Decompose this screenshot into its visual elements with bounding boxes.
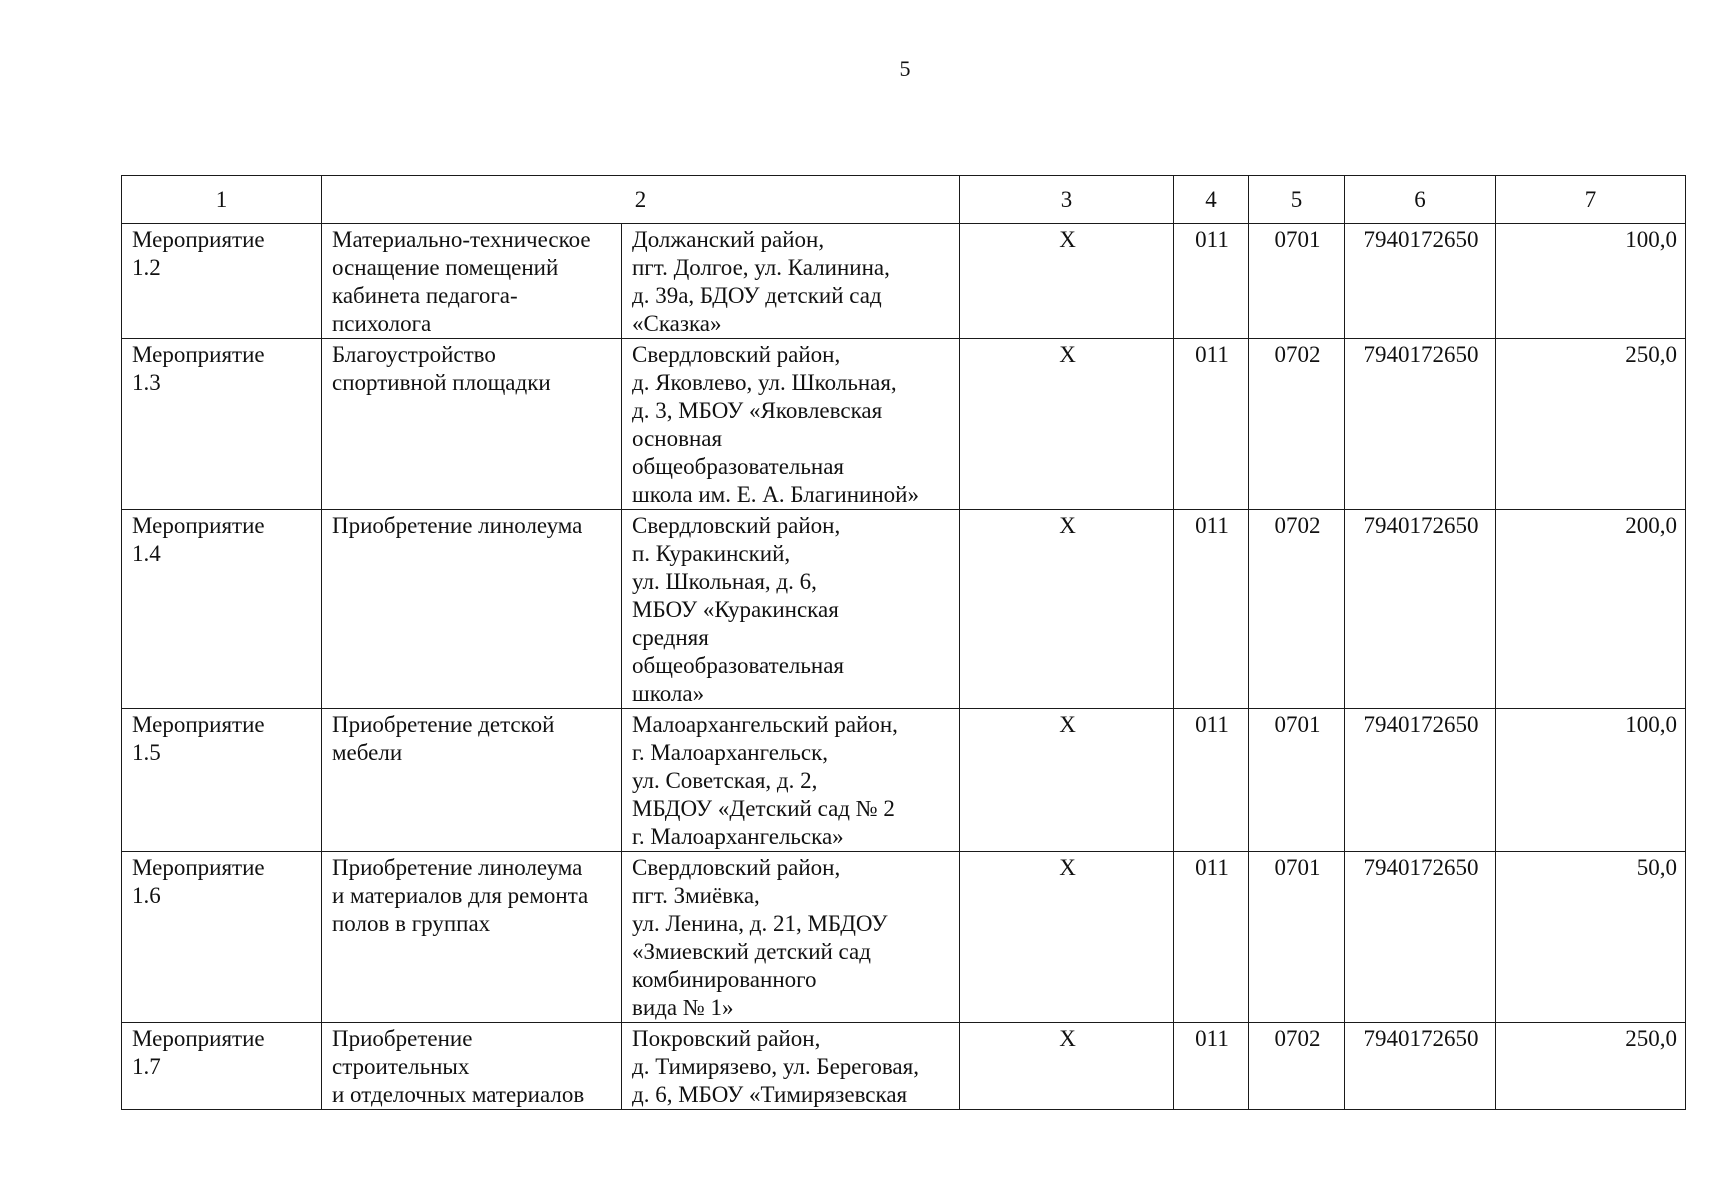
measure-id: [122, 510, 322, 709]
measure-address-line: ул. Советская, д. 2,: [632, 768, 818, 793]
table-row: [122, 1023, 1686, 1110]
column-5-value: 0702: [1249, 1023, 1345, 1110]
measure-address: [622, 1023, 960, 1110]
column-6-value: 7940172650: [1345, 339, 1496, 510]
column-4-value: 011: [1174, 852, 1249, 1023]
measure-id-line: 1.3: [132, 370, 161, 395]
measure-name: [322, 709, 622, 852]
measure-id-line: Мероприятие: [132, 342, 265, 367]
column-6-value: 7940172650: [1345, 510, 1496, 709]
table-row: [122, 510, 1686, 709]
measure-address-line: г. Малоархангельск,: [632, 740, 829, 765]
column-3-value: Х: [960, 1023, 1174, 1110]
measure-address-line: ул. Ленина, д. 21, МБДОУ: [632, 911, 888, 936]
measure-name-line: спортивной площадки: [332, 370, 551, 395]
measure-name-line: и отделочных материалов: [332, 1082, 585, 1107]
measure-address-line: д. Яковлево, ул. Школьная,: [632, 370, 897, 395]
measure-address-line: общеобразовательная: [632, 454, 844, 479]
table-row: [122, 224, 1686, 339]
measure-address: [622, 852, 960, 1023]
column-5-value: 0701: [1249, 709, 1345, 852]
measure-id-line: 1.5: [132, 740, 161, 765]
column-4-value: 011: [1174, 1023, 1249, 1110]
measure-name-line: Приобретение линолеума: [332, 513, 583, 538]
measure-name-line: кабинета педагога-: [332, 283, 518, 308]
measure-address-line: Малоархангельский район,: [632, 712, 898, 737]
header-cell-5: 5: [1249, 176, 1345, 224]
measure-address-line: д. Тимирязево, ул. Береговая,: [632, 1054, 919, 1079]
column-7-value: 50,0: [1496, 852, 1686, 1023]
measure-id-line: Мероприятие: [132, 227, 265, 252]
measure-address-line: д. 39а, БДОУ детский сад: [632, 283, 882, 308]
measure-name: [322, 510, 622, 709]
header-cell-3: 3: [960, 176, 1174, 224]
measure-address: [622, 339, 960, 510]
measure-address-line: ул. Школьная, д. 6,: [632, 569, 817, 594]
measure-address: [622, 224, 960, 339]
measure-address-line: средняя: [632, 625, 709, 650]
measure-id: [122, 224, 322, 339]
measure-name-line: психолога: [332, 311, 432, 336]
measure-name-line: Приобретение детской: [332, 712, 555, 737]
measure-name-line: Приобретение: [332, 1026, 473, 1051]
measure-address-line: общеобразовательная: [632, 653, 844, 678]
measure-id-line: Мероприятие: [132, 513, 265, 538]
measure-id: [122, 852, 322, 1023]
column-7-value: 200,0: [1496, 510, 1686, 709]
column-4-value: 011: [1174, 510, 1249, 709]
measure-name-line: Благоустройство: [332, 342, 496, 367]
column-5-value: 0701: [1249, 852, 1345, 1023]
measure-address-line: школа им. Е. А. Благининой»: [632, 482, 919, 507]
measure-address-line: вида № 1»: [632, 995, 734, 1020]
measure-id-line: 1.7: [132, 1054, 161, 1079]
column-4-value: 011: [1174, 709, 1249, 852]
measure-id-line: 1.6: [132, 883, 161, 908]
measure-name-line: полов в группах: [332, 911, 491, 936]
column-5-value: 0701: [1249, 224, 1345, 339]
column-3-value: Х: [960, 852, 1174, 1023]
measure-name: [322, 852, 622, 1023]
table-row: [122, 709, 1686, 852]
column-6-value: 7940172650: [1345, 1023, 1496, 1110]
measure-name-line: Материально-техническое: [332, 227, 591, 252]
measure-id-line: Мероприятие: [132, 1026, 265, 1051]
column-6-value: 7940172650: [1345, 224, 1496, 339]
table-row: [122, 339, 1686, 510]
measure-name: [322, 1023, 622, 1110]
column-3-value: Х: [960, 510, 1174, 709]
measure-address: [622, 709, 960, 852]
measure-id-line: Мероприятие: [132, 712, 265, 737]
column-5-value: 0702: [1249, 339, 1345, 510]
column-3-value: Х: [960, 339, 1174, 510]
measure-address: [622, 510, 960, 709]
page-number: 5: [899, 56, 911, 81]
column-4-value: 011: [1174, 224, 1249, 339]
measure-address-line: «Сказка»: [632, 311, 722, 336]
column-6-value: 7940172650: [1345, 709, 1496, 852]
measure-address-line: Свердловский район,: [632, 513, 841, 538]
table-body: [122, 176, 1686, 1110]
column-3-value: Х: [960, 709, 1174, 852]
measure-id: [122, 709, 322, 852]
measure-address-line: «Змиевский детский сад: [632, 939, 871, 964]
measure-address-line: МБДОУ «Детский сад № 2: [632, 796, 895, 821]
header-row: [122, 176, 1686, 224]
table-row: [122, 852, 1686, 1023]
header-cell-7: 7: [1496, 176, 1686, 224]
measure-address-line: комбинированного: [632, 967, 817, 992]
measure-address-line: г. Малоархангельска»: [632, 824, 844, 849]
header-cell-4: 4: [1174, 176, 1249, 224]
measure-name: [322, 339, 622, 510]
column-7-value: 250,0: [1496, 339, 1686, 510]
measure-address-line: Покровский район,: [632, 1026, 821, 1051]
column-6-value: 7940172650: [1345, 852, 1496, 1023]
measure-name-line: и материалов для ремонта: [332, 883, 589, 908]
measure-name-line: мебели: [332, 740, 403, 765]
measure-id-line: 1.2: [132, 255, 161, 280]
column-3-value: Х: [960, 224, 1174, 339]
measure-address-line: Свердловский район,: [632, 342, 841, 367]
column-4-value: 011: [1174, 339, 1249, 510]
measure-id: [122, 339, 322, 510]
measure-name: [322, 224, 622, 339]
measure-address-line: школа»: [632, 681, 705, 706]
column-5-value: 0702: [1249, 510, 1345, 709]
column-7-value: 100,0: [1496, 224, 1686, 339]
measure-address-line: МБОУ «Куракинская: [632, 597, 839, 622]
header-cell-2: 2: [322, 176, 960, 224]
measure-address-line: Свердловский район,: [632, 855, 841, 880]
header-cell-6: 6: [1345, 176, 1496, 224]
measure-id: [122, 1023, 322, 1110]
measure-address-line: д. 3, МБОУ «Яковлевская: [632, 398, 883, 423]
header-cell-1: 1: [122, 176, 322, 224]
measure-address-line: д. 6, МБОУ «Тимирязевская: [632, 1082, 908, 1107]
measure-address-line: п. Куракинский,: [632, 541, 791, 566]
measure-id-line: Мероприятие: [132, 855, 265, 880]
measure-name-line: строительных: [332, 1054, 470, 1079]
measure-address-line: пгт. Змиёвка,: [632, 883, 760, 908]
measure-address-line: Должанский район,: [632, 227, 825, 252]
measure-address-line: основная: [632, 426, 723, 451]
measure-name-line: Приобретение линолеума: [332, 855, 583, 880]
measure-name-line: оснащение помещений: [332, 255, 559, 280]
column-7-value: 250,0: [1496, 1023, 1686, 1110]
measure-address-line: пгт. Долгое, ул. Калинина,: [632, 255, 890, 280]
measure-id-line: 1.4: [132, 541, 161, 566]
budget-table: [121, 175, 1686, 1110]
column-7-value: 100,0: [1496, 709, 1686, 852]
